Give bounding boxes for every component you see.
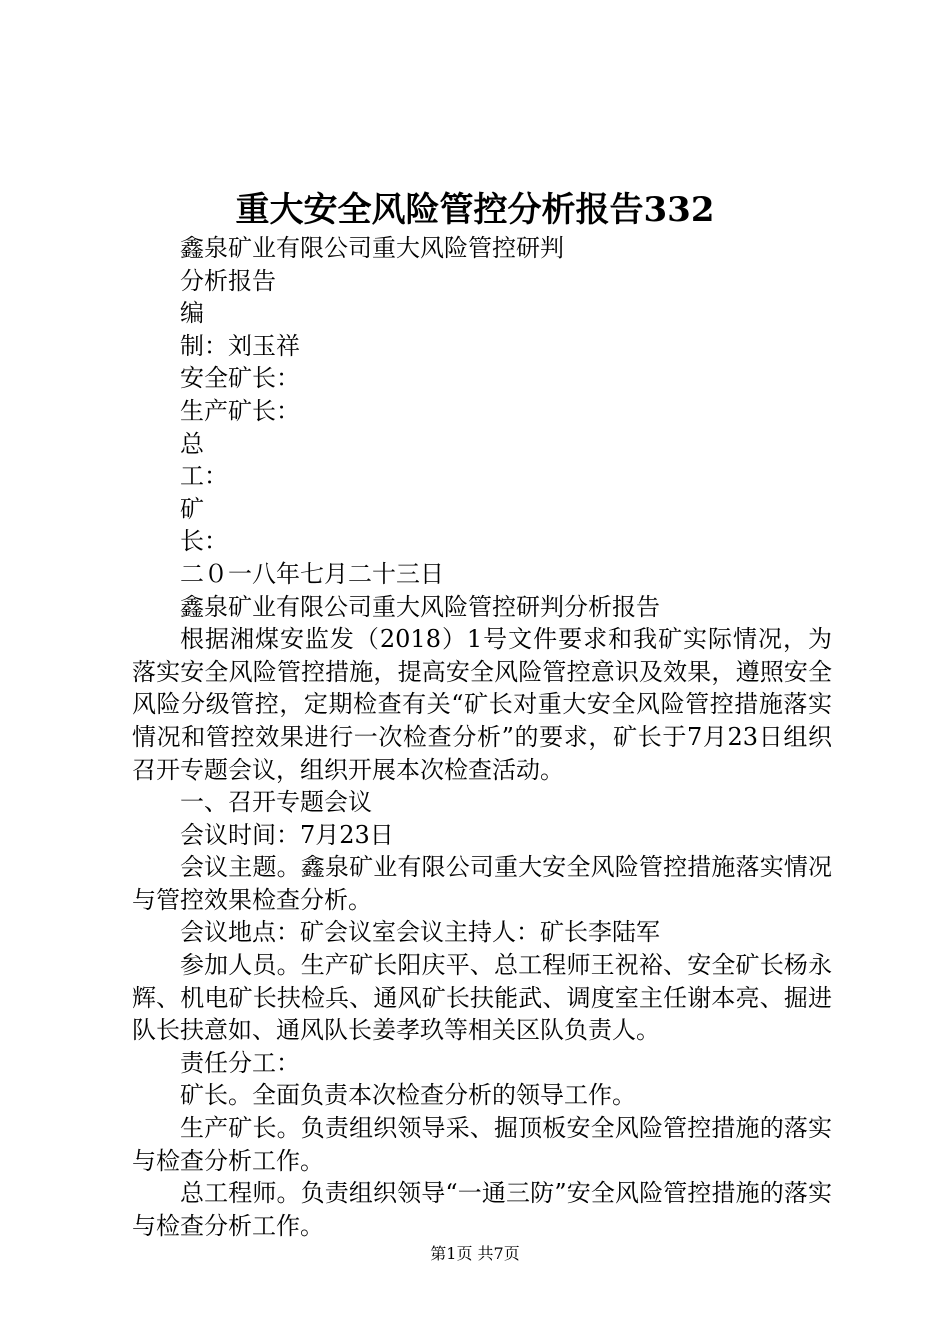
- paragraph: 总: [180, 429, 204, 458]
- paragraph: 一、召开专题会议: [180, 788, 372, 817]
- paragraph: 会议地点：矿会议室会议主持人：矿长李陆军: [180, 918, 660, 947]
- document-title: 重大安全风险管控分析报告332: [235, 190, 715, 230]
- paragraph: 总工程师。负责组织领导“一通三防”安全风险管控措施的落实与检查分析工作。: [132, 1179, 832, 1240]
- paragraph: 生产矿长：: [180, 396, 300, 425]
- paragraph: 安全矿长：: [180, 364, 300, 393]
- paragraph: 会议主题。鑫泉矿业有限公司重大安全风险管控措施落实情况与管控效果检查分析。: [132, 853, 832, 914]
- paragraph: 编: [180, 299, 204, 328]
- document-body: [132, 232, 832, 1242]
- paragraph: 鑫泉矿业有限公司重大风险管控研判分析报告: [180, 592, 660, 621]
- paragraph: 责任分工：: [180, 1048, 300, 1077]
- paragraph: 工：: [180, 462, 228, 491]
- paragraph: 分析报告: [180, 266, 276, 295]
- paragraph: 参加人员。生产矿长阳庆平、总工程师王祝裕、安全矿长杨永辉、机电矿长扶检兵、通风矿长扶能武、调度室主任谢本亮、掘进队长扶意如、通风队长姜孝玖等相关区队负责人。: [132, 951, 832, 1045]
- paragraph: 二０一八年七月二十三日: [180, 559, 444, 588]
- paragraph: 会议时间：7月23日: [180, 820, 394, 849]
- paragraph: 矿: [180, 494, 204, 523]
- paragraph: 矿长。全面负责本次检查分析的领导工作。: [180, 1081, 636, 1110]
- page-footer: 第1页 共7页: [430, 1244, 520, 1263]
- paragraph: 生产矿长。负责组织领导采、掘顶板安全风险管控措施的落实与检查分析工作。: [132, 1114, 832, 1175]
- paragraph: 鑫泉矿业有限公司重大风险管控研判: [180, 234, 564, 262]
- paragraph: 长：: [180, 527, 228, 556]
- paragraph: 制：刘玉祥: [180, 331, 300, 360]
- paragraph: 根据湘煤安监发（2018）1号文件要求和我矿实际情况，为落实安全风险管控措施，提高安全风险管控意识及效果，遵照安全风险分级管控，定期检查有关“矿长对重大安全风险管控措施落实情况和管控效果进行一次检查分析”的要求，矿长于7月23日组织召开专题会议，组织开展本次检查活动。: [132, 625, 832, 784]
